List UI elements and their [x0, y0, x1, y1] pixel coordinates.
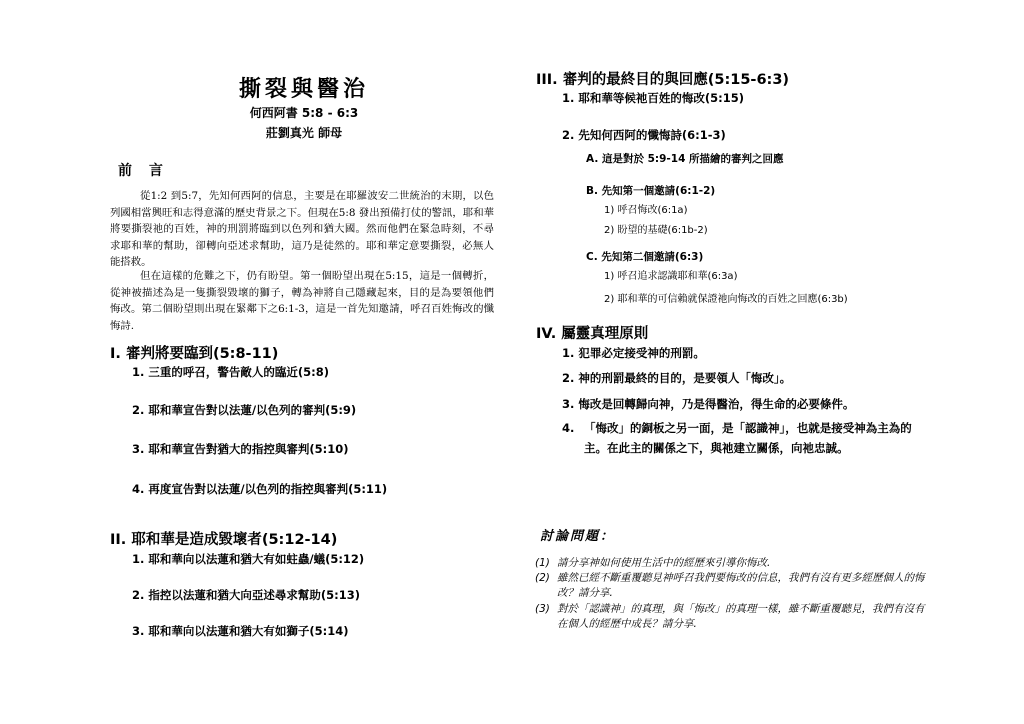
section-2-item-1: 1. 耶和華向以法蓮和猶大有如蛀蟲/蟻(5:12) [132, 552, 365, 566]
section-3-item-1: 1. 耶和華等候祂百姓的悔改(5:15) [562, 91, 744, 105]
intro-paragraph-2: 但在這樣的危難之下，仍有盼望。第一個盼望出現在5:15，這是一個轉折，從神被描述為是一隻撕裂毀壞的獅子，轉為神將自己隱藏起來，目的是為要領他們悔改。第二個盼望則出現在緊鄰下之6:1-3，這是一首先知邀請，呼召百姓悔改的懺悔詩. [110, 270, 494, 332]
section-1-item-3: 3. 耶和華宣告對猶大的指控與審判(5:10) [132, 442, 349, 456]
section-3-sub-c: C. 先知第二個邀請(6:3) [586, 251, 704, 263]
section-3-sub-c-1: 1) 呼召追求認識耶和華(6:3a) [604, 271, 738, 282]
question-text: 請分享神如何使用生活中的經歷來引導你悔改. [557, 557, 771, 569]
question-number: (1) [535, 557, 550, 569]
discussion-question-1 [535, 556, 925, 571]
section-1-item-2: 2. 耶和華宣告對以法蓮/以色列的審判(5:9) [132, 403, 357, 417]
section-4-item-4 [562, 418, 922, 458]
section-4-item-4-text: 「悔改」的銅板之另一面，是「認識神」，也就是接受神為主為的主。在此主的關係之下，與祂建立關係，向祂忠誠。 [584, 421, 912, 455]
section-1-item-4: 4. 再度宣告對以法蓮/以色列的指控與審判(5:11) [132, 482, 388, 496]
question-number: (3) [535, 603, 550, 615]
section-1-item-1: 1. 三重的呼召，警告敵人的臨近(5:8) [132, 365, 329, 379]
section-4-item-1: 1. 犯罪必定接受神的刑罰。 [562, 346, 705, 360]
discussion-question-3 [535, 602, 925, 632]
section-2-heading: II. 耶和華是造成毀壞者(5:12-14) [110, 532, 338, 548]
section-3-sub-b-2: 2) 盼望的基礎(6:1b-2) [604, 225, 708, 236]
section-4-item-4-number: 4. [562, 421, 575, 435]
author: 莊劉真光 師母 [265, 126, 343, 140]
section-2-item-2: 2. 指控以法蓮和猶大向亞述尋求幫助(5:13) [132, 588, 360, 602]
discussion-question-2 [535, 571, 925, 601]
section-3-item-2: 2. 先知何西阿的懺悔詩(6:1-3) [562, 128, 726, 142]
discussion-heading: 討論問題： [540, 529, 616, 544]
section-3-sub-c-2: 2) 耶和華的可信賴就保證祂向悔改的百姓之回應(6:3b) [604, 294, 848, 305]
section-3-heading: III. 審判的最終目的與回應(5:15-6:3) [536, 72, 790, 88]
section-4-heading: IV. 屬靈真理原則 [536, 326, 649, 342]
section-1-heading: I. 審判將要臨到(5:8-11) [110, 346, 279, 362]
intro-heading: 前 言 [118, 163, 169, 179]
intro-paragraph-1: 從1:2 到5:7，先知何西阿的信息，主要是在耶羅波安二世統治的末期，以色列國相當興旺和志得意滿的歷史背景之下。但現在5:8 發出預備打仗的警訊，耶和華將要撕裂祂的百姓，神的刑罰將臨到以色列和猶大國。然而他們在緊急時刻，不尋求耶和華的幫助，卻轉向亞述求幫助，這乃是徒然的。耶和華定意要撕裂，必無人能搭救。 [110, 190, 494, 269]
question-text: 對於「認識神」的真理，與「悔改」的真理一樣，雖不斷重覆聽見，我們有沒有在個人的經歷中成長？請分享. [557, 603, 925, 630]
section-3-sub-a: A. 這是對於 5:9-14 所描繪的審判之回應 [586, 153, 784, 165]
question-text: 雖然已經不斷重覆聽見神呼召我們要悔改的信息，我們有沒有更多經歷個人的悔改？請分享. [557, 572, 925, 599]
section-3-sub-b: B. 先知第一個邀請(6:1-2) [586, 185, 716, 197]
section-3-sub-b-1: 1) 呼召悔改(6:1a) [604, 205, 688, 216]
scripture-reference: 何西阿書 5:8 - 6:3 [249, 106, 359, 120]
question-number: (2) [535, 572, 550, 584]
page-title: 撕裂與醫治 [238, 76, 369, 102]
section-4-item-3: 3. 悔改是回轉歸向神，乃是得醫治，得生命的必要條件。 [562, 397, 855, 411]
section-2-item-3: 3. 耶和華向以法蓮和猶大有如獅子(5:14) [132, 624, 349, 638]
section-4-item-2: 2. 神的刑罰最終的目的，是要領人「悔改」。 [562, 371, 792, 385]
